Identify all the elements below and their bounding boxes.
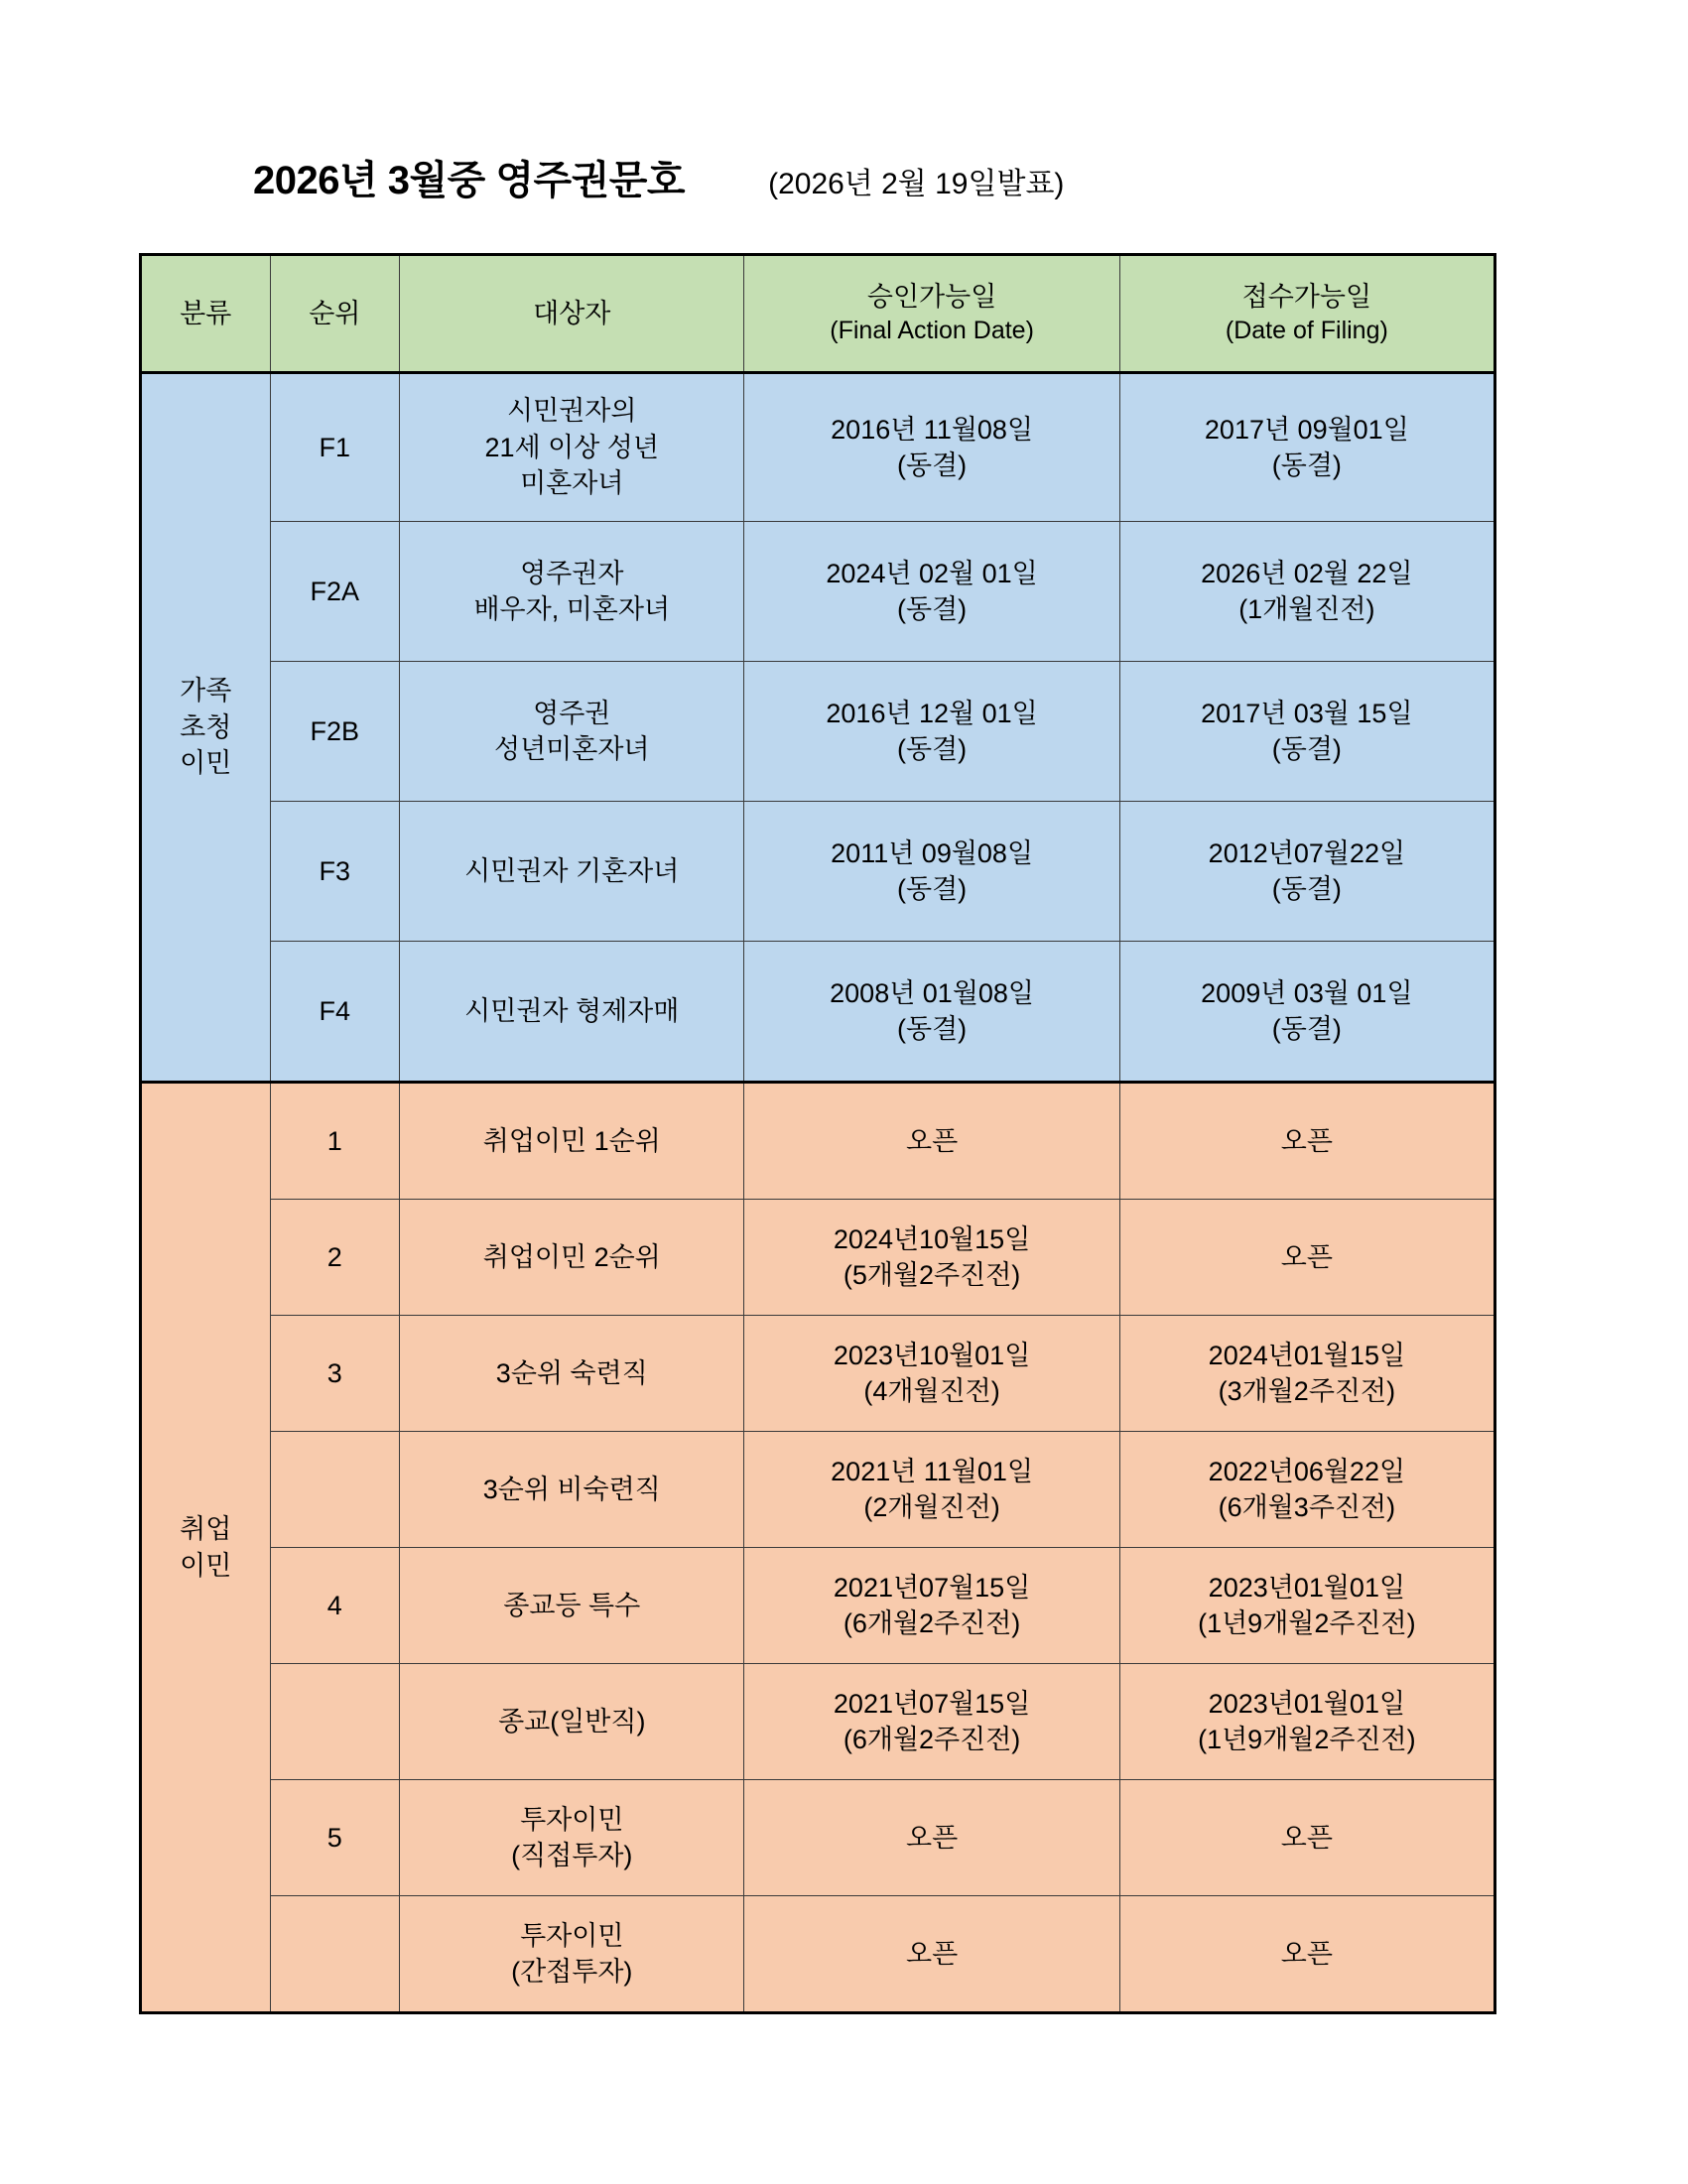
beneficiary-line: 21세 이상 성년 [484,432,659,462]
table-row [141,522,1495,662]
category-line: 이민 [180,748,232,779]
header-date-of-filing-en: (Date of Filing) [1225,317,1388,345]
date-note: (1개월진전) [1238,594,1375,624]
header-beneficiary: 대상자 [400,255,744,373]
date-of-filing-cell [1119,1200,1494,1316]
final-action-date-cell [744,1780,1119,1896]
table-row [141,1548,1495,1664]
date-value: 2023년01월01일 [1208,1572,1406,1603]
beneficiary-cell [400,1896,744,2013]
beneficiary-line: 영주권 [533,698,611,728]
final-action-date-cell [744,522,1119,662]
date-value: 2016년 12월 01일 [826,698,1038,728]
date-value: 오픈 [906,1125,959,1156]
beneficiary-line: 영주권자 [520,558,624,588]
date-note: (동결) [1271,734,1342,764]
category-label-employment [141,1083,271,2013]
date-note: (6개월2주진전) [843,1608,1021,1638]
rank-cell: 4 [270,1548,400,1664]
category-line: 취업 [180,1514,232,1545]
table-row [141,1316,1495,1432]
page-title: 2026년 3월중 영주권문호 [253,159,686,202]
beneficiary-line: 취업이민 1순위 [482,1125,661,1156]
header-date-of-filing [1119,255,1494,373]
table-row [141,1432,1495,1548]
rank-cell [270,1664,400,1780]
beneficiary-cell [400,1083,744,1200]
date-value: 2021년 11월01일 [831,1456,1034,1486]
date-of-filing-cell [1119,522,1494,662]
table-row [141,1780,1495,1896]
final-action-date-cell [744,942,1119,1083]
date-value: 2021년07월15일 [833,1572,1031,1603]
date-note: (6개월3주진전) [1218,1492,1396,1522]
final-action-date-cell [744,802,1119,942]
date-value: 2017년 09월01일 [1204,414,1409,445]
date-note: (동결) [1271,874,1342,904]
title-block [253,149,1549,205]
header-final-action-ko: 승인가능일 [866,281,997,312]
date-note: (5개월2주진전) [843,1260,1021,1290]
beneficiary-line: 종교(일반직) [498,1706,646,1736]
header-final-action-date [744,255,1119,373]
category-line: 초청 [180,711,232,742]
date-of-filing-cell [1119,1780,1494,1896]
header-final-action-en: (Final Action Date) [830,317,1034,345]
table-header-row [141,255,1495,373]
date-value: 2026년 02월 22일 [1201,558,1413,588]
rank-cell: 5 [270,1780,400,1896]
rank-cell [270,1432,400,1548]
category-line: 가족 [180,676,232,707]
beneficiary-line: 종교등 특수 [503,1590,641,1620]
rank-cell [270,1896,400,2013]
final-action-date-cell [744,1432,1119,1548]
date-note: (동결) [897,450,968,480]
date-of-filing-cell [1119,662,1494,802]
final-action-date-cell [744,1316,1119,1432]
table-row [141,1083,1495,1200]
date-of-filing-cell [1119,1316,1494,1432]
header-date-of-filing-ko: 접수가능일 [1241,281,1372,312]
final-action-date-cell [744,1548,1119,1664]
rank-cell: F4 [270,942,400,1083]
beneficiary-cell [400,1780,744,1896]
beneficiary-line: (간접투자) [511,1957,633,1987]
table-row [141,802,1495,942]
date-note: (4개월진전) [863,1376,1000,1406]
date-value: 2021년07월15일 [833,1688,1031,1719]
beneficiary-cell [400,1200,744,1316]
date-value: 2024년01월15일 [1208,1340,1406,1370]
rank-cell: 1 [270,1083,400,1200]
beneficiary-line: 3순위 비숙련직 [482,1474,661,1504]
date-note: (동결) [1271,1014,1342,1044]
publish-date: (2026년 2월 19일발표) [768,168,1065,200]
visa-bulletin-table [139,253,1496,2014]
date-value: 오픈 [1280,1241,1333,1272]
date-value: 2016년 11월08일 [831,414,1034,445]
table-row [141,662,1495,802]
date-value: 2022년06월22일 [1208,1456,1406,1486]
header-category: 분류 [141,255,271,373]
beneficiary-line: 3순위 숙련직 [495,1357,648,1388]
final-action-date-cell [744,373,1119,522]
beneficiary-line: 취업이민 2순위 [482,1241,661,1272]
final-action-date-cell [744,1664,1119,1780]
date-note: (동결) [1271,450,1342,480]
rank-cell: F2A [270,522,400,662]
date-value: 2008년 01월08일 [830,977,1035,1008]
date-note: (1년9개월2주진전) [1198,1725,1416,1754]
beneficiary-cell [400,942,744,1083]
beneficiary-cell [400,662,744,802]
beneficiary-cell [400,522,744,662]
beneficiary-line: 시민권자 형제자매 [464,995,680,1026]
rank-cell: 3 [270,1316,400,1432]
beneficiary-line: 성년미혼자녀 [494,734,650,764]
beneficiary-line: (직접투자) [511,1841,633,1870]
date-value: 오픈 [906,1822,959,1853]
beneficiary-cell [400,1548,744,1664]
final-action-date-cell [744,1200,1119,1316]
date-of-filing-cell [1119,373,1494,522]
table-row [141,373,1495,522]
table-row [141,1664,1495,1780]
category-line: 이민 [180,1550,232,1581]
date-of-filing-cell [1119,1896,1494,2013]
date-value: 2024년10월15일 [833,1223,1031,1254]
date-note: (1년9개월2주진전) [1198,1608,1416,1638]
table-row [141,942,1495,1083]
beneficiary-line: 미혼자녀 [520,468,624,499]
date-value: 2024년 02월 01일 [826,558,1038,588]
beneficiary-cell [400,373,744,522]
date-note: (동결) [897,874,968,904]
date-note: (2개월진전) [863,1492,1000,1522]
final-action-date-cell [744,1896,1119,2013]
date-value: 2023년10월01일 [833,1340,1031,1370]
date-note: (동결) [897,734,968,764]
table-row [141,1896,1495,2013]
table-row [141,1200,1495,1316]
date-of-filing-cell [1119,1548,1494,1664]
rank-cell: F1 [270,373,400,522]
beneficiary-line: 시민권자의 [507,396,637,427]
date-of-filing-cell [1119,1432,1494,1548]
date-value: 2023년01월01일 [1208,1688,1406,1719]
date-value: 2017년 03월 15일 [1201,698,1413,728]
date-note: (6개월2주진전) [843,1725,1021,1754]
rank-cell: F3 [270,802,400,942]
beneficiary-cell [400,1664,744,1780]
table-header [141,255,1495,373]
date-value: 2011년 09월08일 [831,837,1034,868]
date-of-filing-cell [1119,942,1494,1083]
table-body [141,373,1495,2013]
date-value: 오픈 [1280,1822,1333,1853]
date-note: (동결) [897,594,968,624]
date-value: 2012년07월22일 [1208,837,1406,868]
date-value: 오픈 [1280,1125,1333,1156]
beneficiary-line: 배우자, 미혼자녀 [473,594,671,624]
beneficiary-line: 시민권자 기혼자녀 [464,855,680,886]
final-action-date-cell [744,662,1119,802]
category-label-family [141,373,271,1083]
date-note: (동결) [897,1014,968,1044]
date-note: (3개월2주진전) [1218,1376,1396,1406]
header-rank: 순위 [270,255,400,373]
final-action-date-cell [744,1083,1119,1200]
beneficiary-cell [400,1316,744,1432]
rank-cell: 2 [270,1200,400,1316]
date-value: 오픈 [906,1938,959,1969]
date-of-filing-cell [1119,802,1494,942]
beneficiary-line: 투자이민 [520,1920,624,1951]
date-of-filing-cell [1119,1083,1494,1200]
date-value: 오픈 [1280,1938,1333,1969]
beneficiary-cell [400,1432,744,1548]
date-of-filing-cell [1119,1664,1494,1780]
beneficiary-cell [400,802,744,942]
rank-cell: F2B [270,662,400,802]
beneficiary-line: 투자이민 [520,1804,624,1835]
date-value: 2009년 03월 01일 [1201,977,1413,1008]
